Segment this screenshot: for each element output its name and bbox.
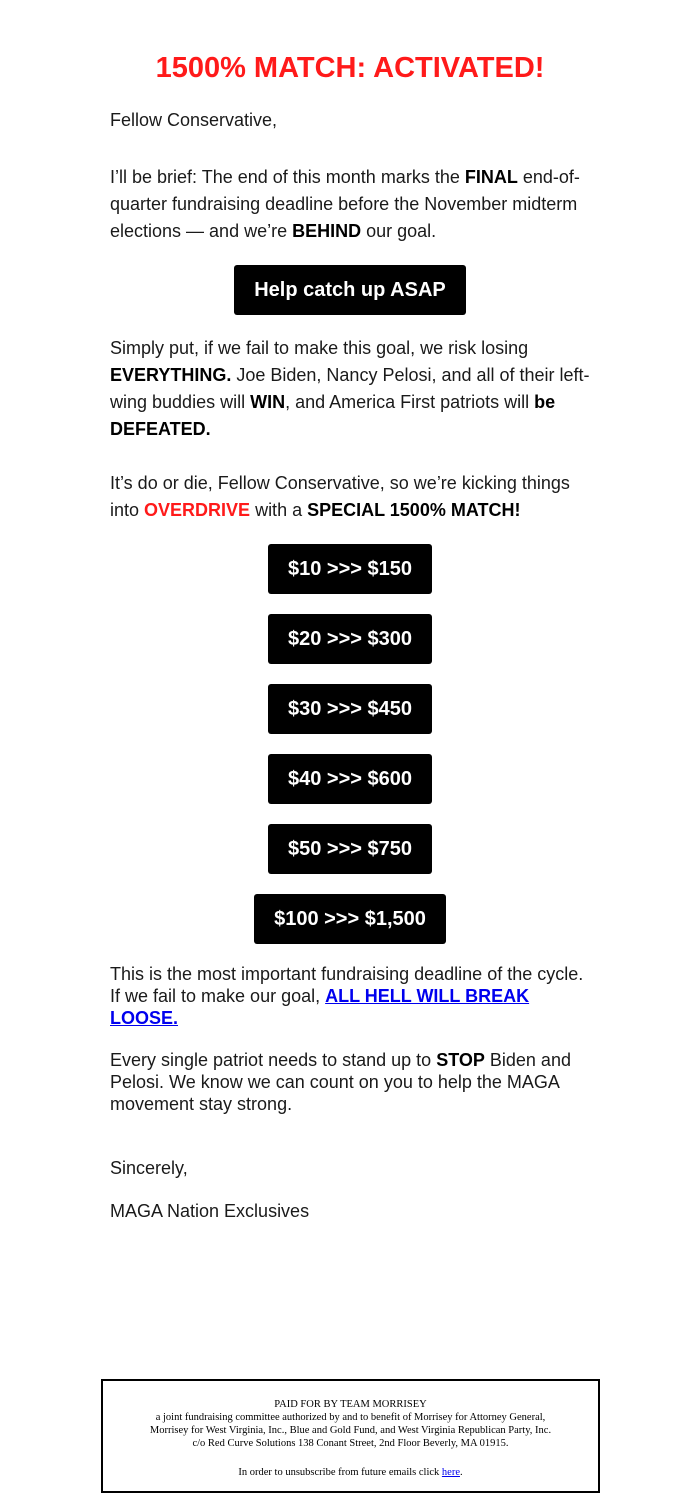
overdrive-text: OVERDRIVE <box>144 500 251 520</box>
unsubscribe-link[interactable]: here <box>441 1467 460 1478</box>
donate-50-button[interactable]: $50 >>> $750 <box>268 824 432 874</box>
signoff: Sincerely, <box>110 1158 188 1178</box>
beneficiaries-line: Morrisey for West Virginia, Inc., Blue and Gold Fund, and West Virginia Republican Party, Inc. <box>149 1425 552 1436</box>
signature: MAGA Nation Exclusives <box>110 1201 310 1221</box>
donate-100-button[interactable]: $100 >>> $1,500 <box>254 894 446 944</box>
donate-10-button[interactable]: $10 >>> $150 <box>268 544 432 594</box>
donate-40-button[interactable]: $40 >>> $600 <box>268 754 432 804</box>
emphasis-final: FINAL <box>464 167 518 187</box>
stop-paragraph: Every single patriot needs to stand up to STOP Biden and Pelosi. We know we can count on you to help the MAGA movement stay strong. <box>110 1050 571 1114</box>
address-line: c/o Red Curve Solutions 138 Conant Street, 2nd Floor Beverly, MA 01915. <box>192 1438 509 1449</box>
headline: 1500% MATCH: ACTIVATED! <box>155 52 545 84</box>
disclaimer-footer <box>101 1379 600 1493</box>
match-paragraph: It’s do or die, Fellow Conservative, so we’re kicking things into OVERDRIVE with a SPECIAL 1500% MATCH! <box>110 473 570 520</box>
donate-30-button[interactable]: $30 >>> $450 <box>268 684 432 734</box>
all-hell-link[interactable]: ALL HELL WILL BREAK LOOSE. <box>110 986 530 1028</box>
donate-20-button[interactable]: $20 >>> $300 <box>268 614 432 664</box>
unsubscribe-line: In order to unsubscribe from future emails click here. <box>238 1467 463 1478</box>
paid-for-line: PAID FOR BY TEAM MORRISEY <box>274 1399 427 1410</box>
deadline-paragraph: This is the most important fundraising deadline of the cycle. If we fail to make our goal, ALL HELL WILL BREAK LOOSE. <box>110 964 584 1028</box>
greeting: Fellow Conservative, <box>110 110 278 130</box>
intro-paragraph: I’ll be brief: The end of this month marks the FINAL end-of-quarter fundraising deadline before the November midterm elections — and we’re BEHIND our goal. <box>110 167 580 241</box>
committee-line: a joint fundraising committee authorized by and to benefit of Morrisey for Attorney General, <box>155 1412 546 1423</box>
emphasis-behind: BEHIND <box>292 221 362 241</box>
help-catch-up-button[interactable]: Help catch up ASAP <box>234 265 466 315</box>
stakes-paragraph: Simply put, if we fail to make this goal, we risk losing EVERYTHING. Joe Biden, Nancy Pelosi, and all of their left-wing buddies will WIN, and America First patriots will be DEFEATED. <box>110 338 590 439</box>
